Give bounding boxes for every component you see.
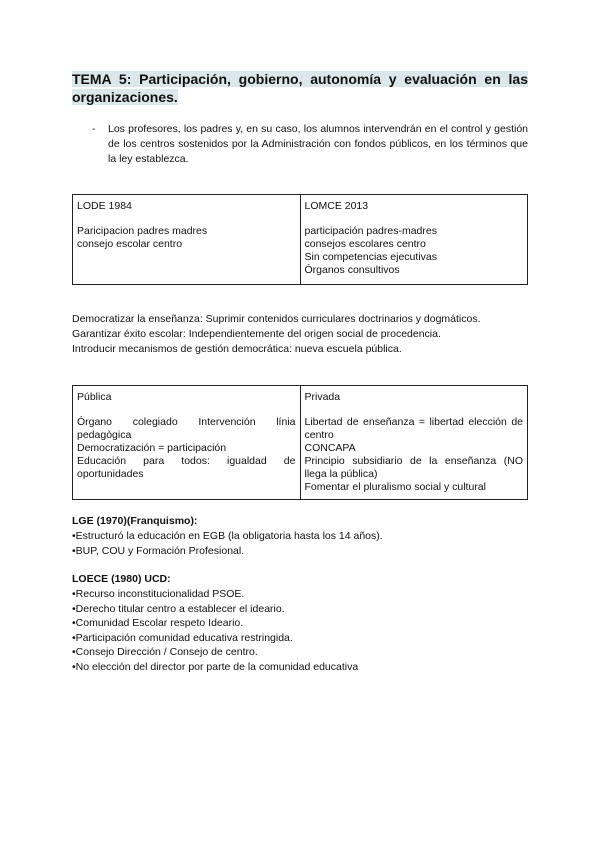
list-item: •Estructuró la educación en EGB (la obligatoria hasta los 14 años). <box>72 530 383 542</box>
cell-header: Pública <box>77 391 112 403</box>
cell-line: Fomentar el pluralismo social y cultural <box>304 481 486 493</box>
cell-line: Principio subsidiario de la enseñanza (NO llega la pública) <box>304 455 523 480</box>
goal-line: Garantizar éxito escolar: Independientemente del origen social de procedencia. <box>72 328 441 340</box>
cell-line: CONCAPA <box>304 442 356 454</box>
list-item: •No elección del director por parte de la comunidad educativa <box>72 661 359 673</box>
cell-line: Paricipacion padres madres <box>77 225 208 237</box>
list-item: •Comunidad Escolar respeto Ideario. <box>72 617 244 629</box>
lge-heading: LGE (1970)(Franquismo): <box>72 515 198 527</box>
publica-privada-table <box>72 385 528 500</box>
goal-line: Democratizar la enseñanza: Suprimir contenidos curriculares doctrinarios y dogmáticos. <box>72 313 481 325</box>
loece-heading: LOECE (1980) UCD: <box>72 573 171 585</box>
list-item: •Derecho titular centro a establecer el ideario. <box>72 603 285 615</box>
cell-line: Órganos consultivos <box>304 264 400 276</box>
list-item: •BUP, COU y Formación Profesional. <box>72 545 245 557</box>
cell-header: LOMCE 2013 <box>304 200 369 212</box>
list-bullet: - <box>92 123 96 135</box>
lode-lomce-table <box>72 194 528 285</box>
publica-cell <box>73 386 301 500</box>
goal-line: Introducir mecanismos de gestión democrática: nueva escuela pública. <box>72 343 402 355</box>
cell-line: Democratización = participación <box>77 442 227 454</box>
intro-paragraph: Los profesores, los padres y, en su caso, los alumnos intervendrán en el control y gestión de los centros sostenidos por la Administración con fondos públicos, en los términos que la ley establezca. <box>108 123 528 165</box>
cell-line: consejo escolar centro <box>77 238 183 250</box>
privada-cell <box>300 386 528 500</box>
cell-line: participación padres-madres <box>304 225 437 237</box>
cell-line: Libertad de enseñanza = libertad elección de centro <box>304 416 523 441</box>
list-item: •Recurso inconstitucionalidad PSOE. <box>72 588 245 600</box>
cell-header: Privada <box>304 391 341 403</box>
cell-line: Educación para todos: igualdad de oportunidades <box>77 455 296 480</box>
list-item: •Consejo Dirección / Consejo de centro. <box>72 646 258 658</box>
cell-header: LODE 1984 <box>77 200 132 212</box>
title-line-1: TEMA 5: Participación, gobierno, autonomía y evaluación en las <box>72 71 528 87</box>
lode-cell <box>73 195 301 285</box>
cell-line: Órgano colegiado Intervención línia pedagògica <box>77 416 296 441</box>
lomce-cell <box>300 195 528 285</box>
title-line-2: organizaciones. <box>72 89 178 105</box>
cell-line: consejos escolares centro <box>304 238 426 250</box>
list-item: •Participación comunidad educativa restringida. <box>72 632 293 644</box>
page-title <box>72 70 528 106</box>
cell-line: Sin competencias ejecutivas <box>304 251 437 263</box>
